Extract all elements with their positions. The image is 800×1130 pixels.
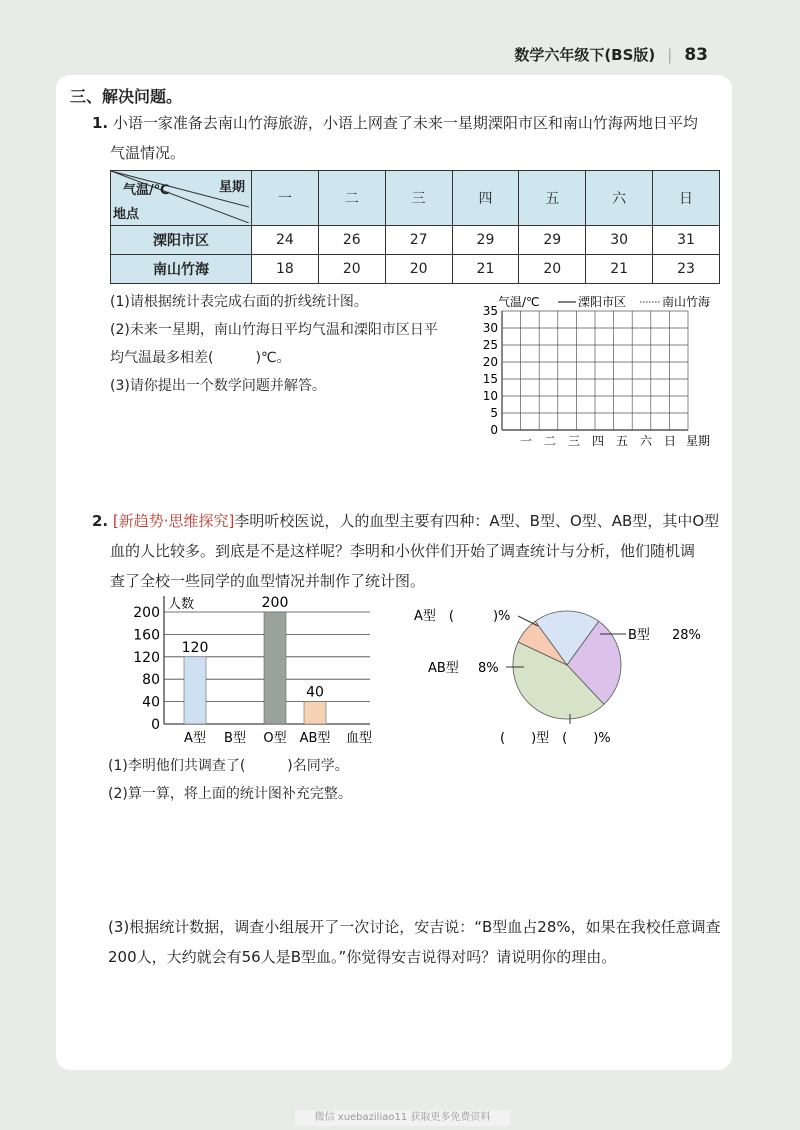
pie-label-o: ( )型 ( )% [500,731,611,746]
q1-sub1: (1)请根据统计表完成右面的折线统计图。 [110,294,368,310]
pie-label-a: A型 ( )% [414,609,511,624]
header-separator: | [667,45,673,64]
bar [304,702,326,724]
grid-y-tick-label: 15 [482,372,498,386]
grid-y-tick-label: 5 [490,406,498,420]
bar-xlabel: 血型 [346,731,373,746]
footer-watermark: 微信 xuebaziliao11 获取更多免费资料 [295,1110,510,1126]
bar-ylabel: 人数 [168,597,195,612]
table-day-header: 四 [452,171,519,226]
grid-y-tick-label: 10 [482,389,498,403]
blood-type-pie-chart [400,596,720,756]
corner-place-label: 地点 [113,207,140,222]
grid-y-tick-label: 30 [482,321,498,335]
table-cell: 26 [318,226,385,255]
table-row-label: 南山竹海 [111,255,252,284]
bar-data-label: 200 [261,595,289,611]
q2-sub3-line2: 200人，大约就会有56人是B型血。”你觉得安吉说得对吗？请说明你的理由。 [108,948,617,966]
bar-y-tick-label: 200 [133,605,160,621]
grid-x-tick-label: 六 [639,434,653,448]
page-header [514,44,708,65]
q2-tag: [新趋势·思维探究] [112,512,235,530]
table-cell: 29 [519,226,586,255]
q1-text-line1: 小语一家准备去南山竹海旅游，小语上网查了未来一星期溧阳市区和南山竹海两地日平均 [112,114,698,132]
legend-solid-label: 溧阳市区 [578,295,627,309]
table-cell: 20 [385,255,452,284]
q2-sub1: (1)李明他们共调查了( )名同学。 [108,758,349,774]
table-cell: 18 [252,255,319,284]
grid-x-tick-label: 一 [519,434,533,448]
table-cell: 21 [452,255,519,284]
bar [264,612,286,724]
grid-x-tick-label: 二 [543,434,557,448]
q2-sub2: (2)算一算，将上面的统计图补充完整。 [108,786,352,802]
grid-x-tick-label: 四 [591,434,605,448]
q2-text-line1: 李明听校医说，人的血型主要有四种：A型、B型、O型、AB型，其中O型 [234,512,720,530]
bar-y-tick-label: 0 [151,717,160,733]
corner-week-label: 星期 [218,180,245,195]
pie-value-ab: 8% [478,661,499,676]
grid-lines [502,311,688,430]
bar-x-tick-label: A型 [184,731,206,746]
grid-x-unit: 星期 [686,434,711,448]
bar-y-tick-label: 40 [142,694,160,711]
table-day-header: 三 [385,171,452,226]
table-cell: 30 [586,226,653,255]
bar-y-tick-label: 160 [133,627,160,644]
table-day-header: 一 [252,171,319,226]
bar-x-tick-label: AB型 [299,731,331,746]
table-corner-cell [111,171,252,226]
table-cell: 27 [385,226,452,255]
pie-value-b: 28% [672,628,701,643]
grid-y-tick-label: 0 [490,423,498,437]
table-cell: 20 [519,255,586,284]
q2-sub3 [108,912,721,972]
table-cell: 29 [452,226,519,255]
grid-y-tick-label: 20 [482,355,498,369]
grid-ylabel: 气温/℃ [498,295,540,309]
grid-y-tick-label: 35 [482,304,498,318]
table-day-header: 五 [519,171,586,226]
section-title: 三、解决问题。 [70,87,183,106]
table-cell: 20 [318,255,385,284]
q2-text-line3: 查了全校一些同学的血型情况并制作了统计图。 [110,572,426,590]
q1-sub2a: (2)未来一星期，南山竹海日平均气温和溧阳市区日平 [110,322,438,338]
q1-text [92,108,698,168]
table-cell: 31 [653,226,720,255]
table-day-header: 六 [586,171,653,226]
pie-leader-a [518,616,538,626]
bar-x-tick-label: O型 [263,731,287,746]
bar-y-tick-label: 120 [133,649,160,666]
bar-data-label: 120 [181,639,209,656]
bar-grid [133,596,370,733]
q1-text-line2: 气温情况。 [110,144,186,162]
temperature-table [110,170,720,284]
q1-number: 1. [92,114,109,132]
table-cell: 23 [653,255,720,284]
bar-data-label: 40 [306,684,324,701]
table-row-label: 溧阳市区 [111,226,252,255]
pie-label-ab: AB型 [428,661,459,676]
q1-sub3: (3)请你提出一个数学问题并解答。 [110,378,326,394]
blank-line-chart-grid [470,290,732,452]
book-title: 数学六年级下(BS版) [514,46,656,64]
q2-text [92,506,719,596]
bar [184,657,206,724]
corner-temp-label: 气温/℃ [123,183,170,198]
table-cell: 24 [252,226,319,255]
table-row [111,255,720,284]
table-row [111,226,720,255]
pie-label-b: B型 [628,628,650,643]
q2-text-line2: 血的人比较多。到底是不是这样呢？李明和小伙伴们开始了调查统计与分析，他们随机调 [110,542,696,560]
table-cell: 21 [586,255,653,284]
q2-sub3-line1: (3)根据统计数据，调查小组展开了一次讨论，安吉说：“B型血占28%，如果在我校任意调查 [108,918,721,936]
bar-x-tick-label: B型 [224,731,246,746]
grid-x-ticks [520,434,676,448]
grid-y-ticks [483,304,498,437]
legend-dotted-label: 南山竹海 [662,295,711,309]
blood-type-bar-chart [120,592,390,752]
table-day-header: 二 [318,171,385,226]
q2-number: 2. [92,512,109,530]
bar-y-tick-label: 80 [142,672,160,689]
page-number: 83 [684,44,708,65]
bar-bars [182,595,331,746]
table-day-header: 日 [653,171,720,226]
pie-slices [513,611,621,719]
grid-y-tick-label: 25 [482,338,498,352]
q1-sub2b: 均气温最多相差( )℃。 [110,350,291,366]
grid-x-tick-label: 五 [615,434,629,448]
grid-x-tick-label: 三 [567,434,581,448]
grid-x-tick-label: 日 [663,434,677,448]
